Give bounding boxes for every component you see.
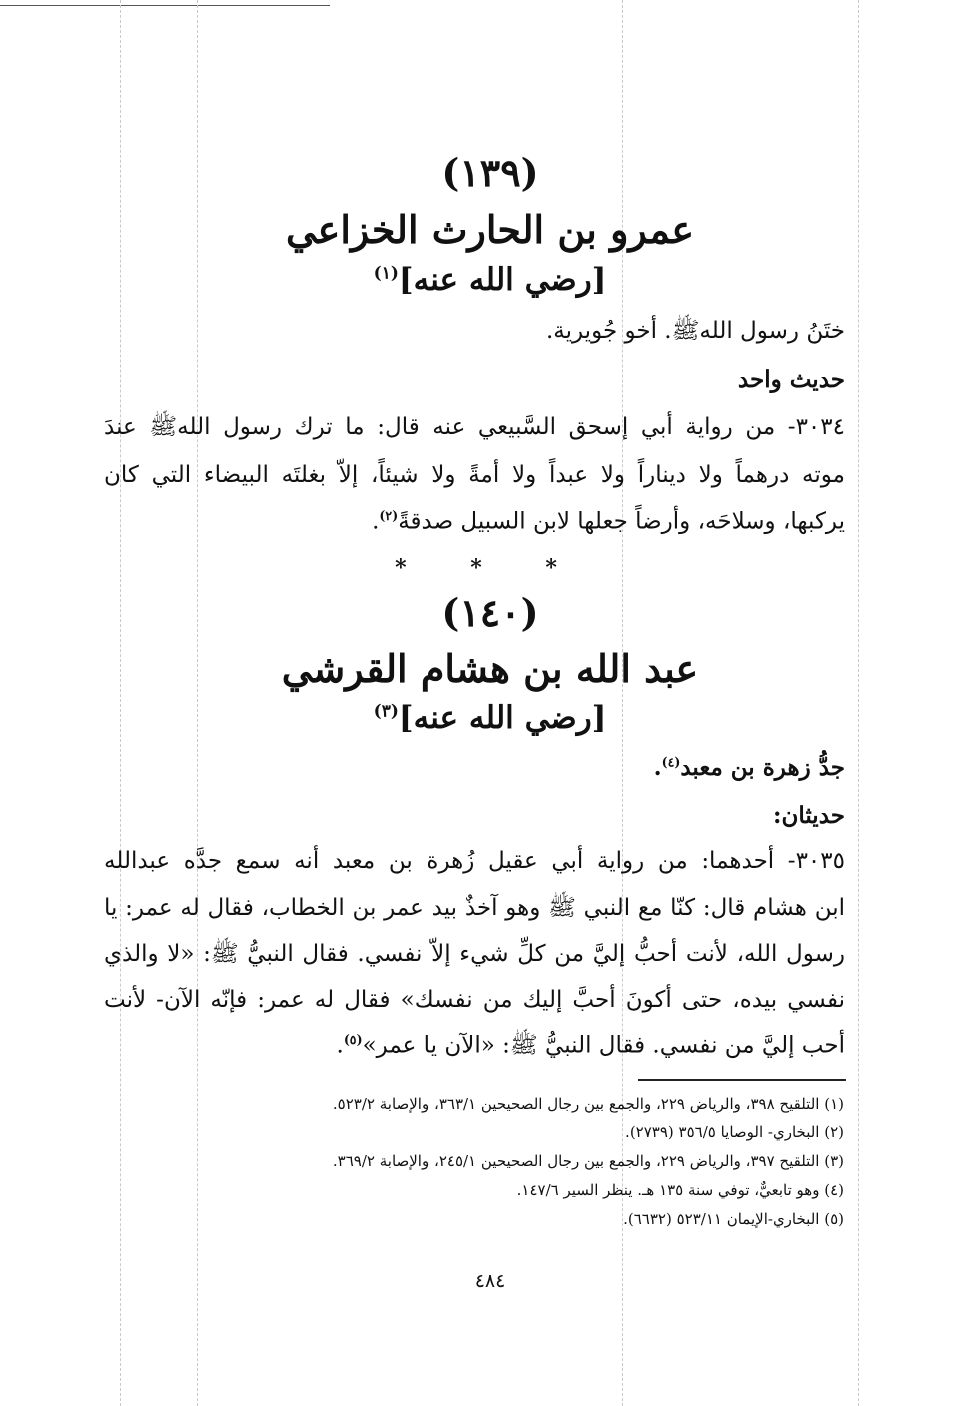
footnote: (١) التلقيح ٣٩٨، والرياض ٢٢٩، والجمع بين رجال الصحيحين ٣٦٣/١، والإصابة ٥٢٣/٢. (332, 1095, 844, 1113)
subtitle-text: [رضي الله عنه] (398, 262, 607, 298)
hadith-line: ٣٠٣٥- أحدهما: من رواية أبي عقيل زُهرة بن معبد أنه سمع جدَّه عبدالله (104, 848, 845, 874)
subtitle-text: [رضي الله عنه] (398, 700, 607, 736)
hadith-line-text: يركبها، وسلاحَه، وأرضاً جعلها لابن السبيل صدقةً (398, 508, 845, 535)
hadith-line: نفسي بيده، حتى أكونَ أحبَّ إليك من نفسك» فقال له عمر: فإنّه الآن- لأنت (104, 987, 845, 1013)
hadith-line: ٣٠٣٤- من رواية أبي إسحق السَّبيعي عنه قال: ما ترك رسول اللهﷺ عندَ (104, 414, 845, 440)
section-140-intro: جدُّ زهرة بن معبد$^{(٤)}$. (653, 754, 845, 781)
hadith-line: رسول الله، لأنت أحبُّ إليَّ من كلِّ شيء إلاّ نفسي. فقال النبيُّ ﷺ: «لا والذي (104, 941, 845, 967)
scan-top-rule (0, 5, 330, 6)
section-139-subtitle (280, 262, 700, 298)
section-140-hadith-heading: حديثان: (772, 802, 845, 829)
section-140-number: (١٤٠) (441, 590, 539, 635)
intro-text: جدُّ زهرة بن معبد (680, 754, 845, 781)
section-separator: * * * (395, 555, 585, 581)
scan-fold-line (197, 0, 198, 1406)
footnote-ref: (٥) (343, 1032, 363, 1047)
footnote-ref: (١) (373, 263, 399, 284)
footnote: (٤) وهو تابعيٌّ، توفي سنة ١٣٥ هـ. ينظر السير ١٤٧/٦. (516, 1181, 844, 1199)
footnote-rule (638, 1079, 846, 1081)
footnote-ref: (٢) (379, 508, 399, 523)
footnote-ref: (٤) (661, 754, 681, 770)
footnote-ref: (٣) (373, 701, 399, 722)
section-140-subtitle (280, 700, 700, 736)
footnote: (٣) التلقيح ٣٩٧، والرياض ٢٢٩، والجمع بين رجال الصحيحين ٢٤٥/١، والإصابة ٣٦٩/٢. (332, 1152, 844, 1170)
section-140-name: عبد الله بن هشام القرشي (281, 646, 699, 691)
hadith-line: يركبها، وسلاحَه، وأرضاً جعلها لابن السبيل صدقةً$^{(٢)}$. (372, 508, 845, 535)
section-139-hadith-heading: حديث واحد (737, 366, 845, 393)
page-number: ٤٨٤ (474, 1270, 506, 1292)
footnote: (٢) البخاري- الوصايا ٣٥٦/٥ (٢٧٣٩). (625, 1123, 844, 1141)
hadith-line: ابن هشام قال: كنّا مع النبي ﷺ وهو آخذٌ بيد عمر بن الخطاب، فقال له عمر: يا (104, 895, 845, 921)
footnote: (٥) البخاري-الإيمان ٥٢٣/١١ (٦٦٣٢). (623, 1210, 844, 1228)
hadith-line: موته درهماً ولا ديناراً ولا عبداً ولا أمةً ولا شيئاً، إلاّ بغلتَه البيضاء التي كان (104, 462, 845, 488)
section-139-number: (١٣٩) (441, 150, 539, 195)
hadith-line-text: أحب إليَّ من نفسي. فقال النبيُّ ﷺ: «الآن يا عمر» (362, 1032, 845, 1059)
hadith-line: أحب إليَّ من نفسي. فقال النبيُّ ﷺ: «الآن يا عمر»$^{(٥)}$. (336, 1032, 845, 1059)
section-139-name: عمرو بن الحارث الخزاعي (285, 207, 695, 252)
scan-fold-line (120, 0, 121, 1406)
scan-fold-line (858, 0, 859, 1406)
section-139-intro: ختَنُ رسول اللهﷺ. أخو جُويرية. (545, 318, 845, 344)
